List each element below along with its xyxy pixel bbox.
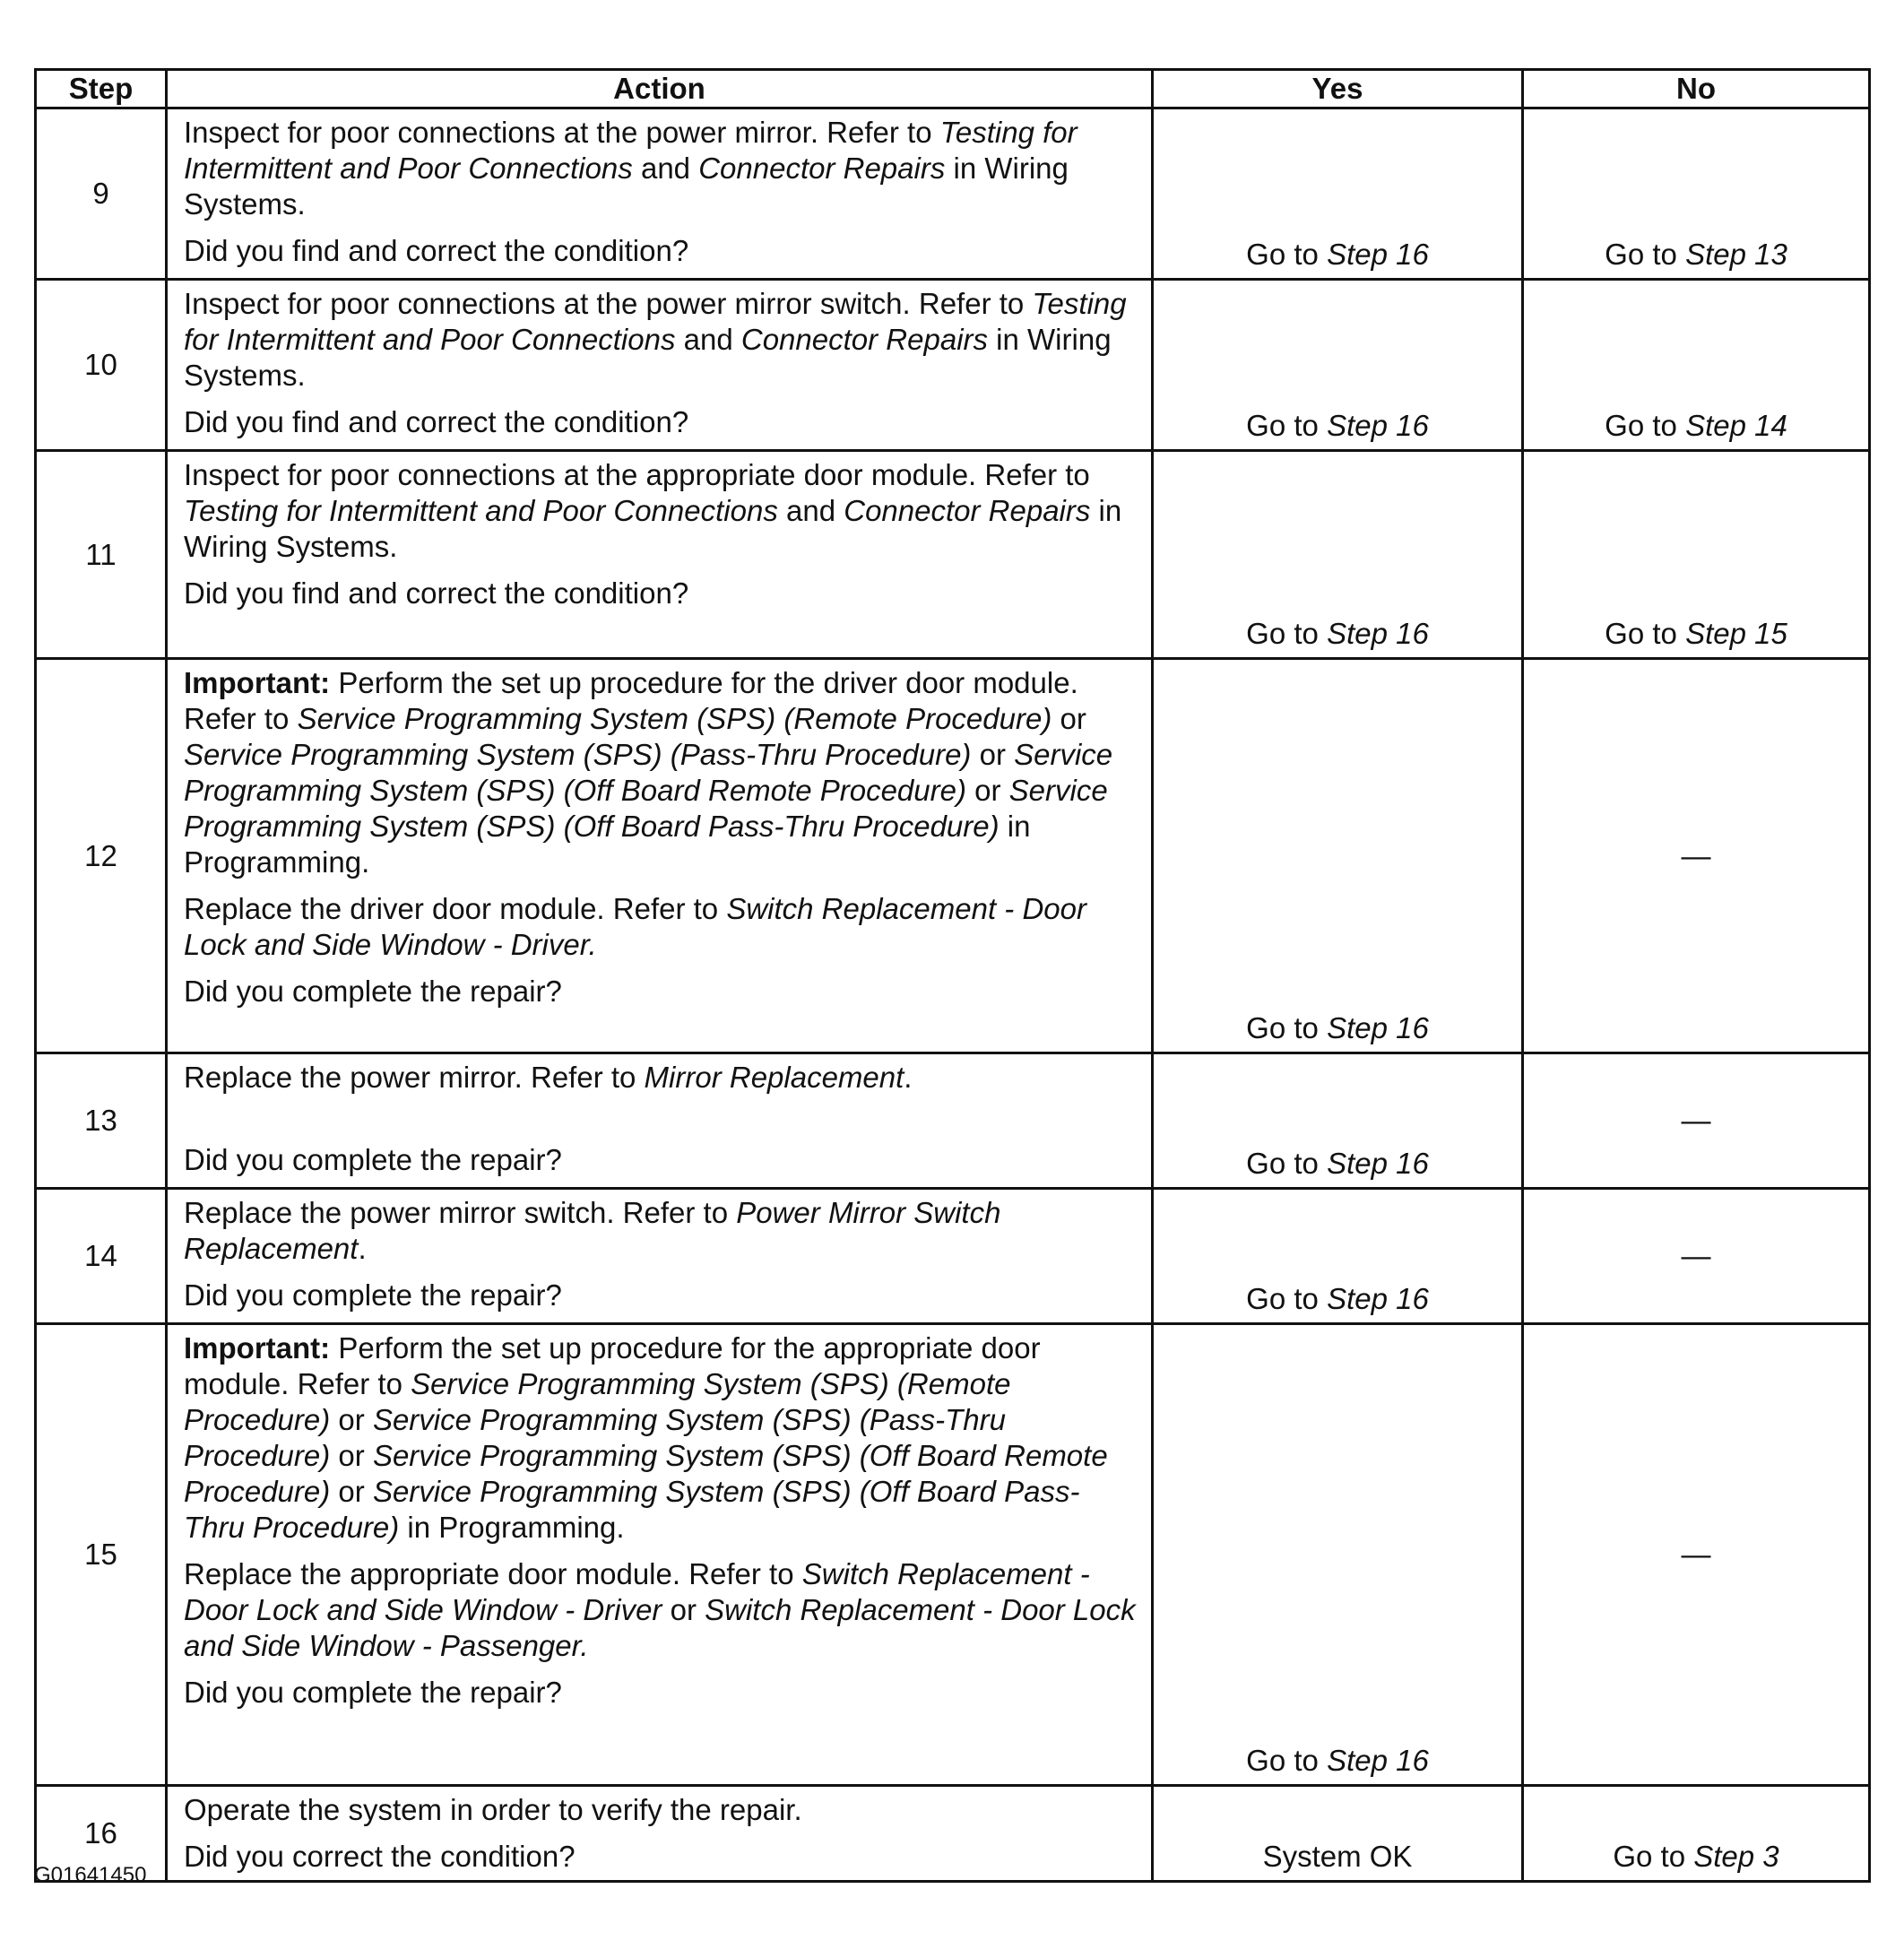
- text-run: Replace the power mirror switch. Refer to: [184, 1196, 737, 1229]
- text-run: Did you find and correct the condition?: [184, 405, 689, 438]
- text-run: Replace the power mirror. Refer to: [184, 1061, 645, 1094]
- action-cell: [167, 280, 1153, 451]
- reference-text: Service Programming System (SPS) (Off Board Pass-Thru Procedure): [184, 774, 1108, 843]
- reference-text: Step 16: [1327, 617, 1429, 650]
- reference-text: Connector Repairs: [740, 323, 989, 356]
- reference-text: Service Programming System (SPS) (Remote Procedure): [184, 1367, 1011, 1436]
- text-run: —: [1681, 1538, 1711, 1571]
- table-row: [36, 280, 1870, 451]
- reference-text: Step 16: [1327, 409, 1429, 442]
- step-number: 9: [36, 108, 167, 280]
- text-run: Go to: [1613, 1840, 1694, 1873]
- action-paragraph: [184, 1675, 1138, 1711]
- reference-text: Service Programming System (SPS) (Pass-Thru Procedure): [184, 1403, 1006, 1472]
- reference-text: Testing for Intermittent and Poor Connections: [184, 287, 1127, 356]
- yes-result: [1153, 280, 1523, 451]
- action-paragraph: [184, 233, 1138, 269]
- reference-text: Step 16: [1327, 1147, 1429, 1180]
- text-run: Perform the set up procedure for the appropriate door module. Refer to: [184, 1331, 1041, 1400]
- no-result: [1523, 108, 1870, 280]
- reference-text: Mirror Replacement: [644, 1061, 904, 1094]
- action-cell: [167, 1189, 1153, 1324]
- action-paragraph: [184, 404, 1138, 440]
- action-cell: [167, 108, 1153, 280]
- no-result: [1523, 1786, 1870, 1882]
- reference-text: Step 16: [1327, 238, 1429, 271]
- text-run: Replace the appropriate door module. Refer to: [184, 1557, 802, 1590]
- step-number: 15: [36, 1324, 167, 1786]
- yes-result: [1153, 1053, 1523, 1189]
- action-paragraph: [184, 1556, 1138, 1664]
- step-number: 13: [36, 1053, 167, 1189]
- figure-id: G01641450: [34, 1863, 147, 1887]
- reference-text: Connector Repairs: [844, 494, 1091, 527]
- table-row: [36, 1189, 1870, 1324]
- text-run: Did you correct the condition?: [184, 1840, 576, 1873]
- action-paragraph: [184, 1839, 1138, 1875]
- action-paragraph: [184, 974, 1138, 1009]
- reference-text: Step 14: [1685, 409, 1787, 442]
- reference-text: Service Programming System (SPS) (Off Board Pass-Thru Procedure): [184, 1475, 1080, 1544]
- table-row: [36, 108, 1870, 280]
- reference-text: Service Programming System (SPS) (Remote Procedure): [297, 702, 1052, 735]
- yes-result: [1153, 1189, 1523, 1324]
- no-result: [1523, 1189, 1870, 1324]
- action-paragraph: [184, 665, 1138, 880]
- table-body: [36, 108, 1870, 1882]
- action-paragraph: [184, 457, 1138, 565]
- action-cell: [167, 659, 1153, 1053]
- reference-text: Step 15: [1685, 617, 1787, 650]
- yes-result: [1153, 659, 1523, 1053]
- text-run: Go to: [1605, 617, 1686, 650]
- reference-text: Step 3: [1693, 1840, 1779, 1873]
- table-row: [36, 1324, 1870, 1786]
- action-paragraph: [184, 1278, 1138, 1313]
- step-number: 16: [36, 1786, 167, 1882]
- header-action: Action: [167, 70, 1153, 108]
- text-run: .: [904, 1061, 913, 1094]
- text-run: and: [675, 323, 741, 356]
- reference-text: Switch Replacement - Door Lock and Side Window - Passenger.: [184, 1593, 1136, 1662]
- action-cell: [167, 1324, 1153, 1786]
- text-run: —: [1681, 838, 1711, 872]
- text-run: or: [330, 1475, 373, 1508]
- reference-text: Step 16: [1327, 1744, 1429, 1777]
- text-run: Did you complete the repair?: [184, 1676, 562, 1709]
- action-cell: [167, 1786, 1153, 1882]
- no-result: [1523, 1053, 1870, 1189]
- no-result: [1523, 280, 1870, 451]
- text-run: or: [971, 738, 1015, 771]
- reference-text: Step 13: [1685, 238, 1787, 271]
- text-run: Go to: [1246, 238, 1328, 271]
- text-run: Inspect for poor connections at the appropriate door module. Refer to: [184, 458, 1090, 491]
- action-paragraph: [184, 1060, 1138, 1096]
- text-run: or: [965, 774, 1009, 807]
- diagnostic-table: [34, 68, 1871, 1883]
- step-number: 14: [36, 1189, 167, 1324]
- action-paragraph: [184, 1330, 1138, 1546]
- text-run: Go to: [1246, 409, 1328, 442]
- text-run: Go to: [1605, 409, 1686, 442]
- text-run: Did you complete the repair?: [184, 1278, 562, 1312]
- text-run: or: [1052, 702, 1086, 735]
- table-row: [36, 659, 1870, 1053]
- step-number: 10: [36, 280, 167, 451]
- header-no: No: [1523, 70, 1870, 108]
- text-run: —: [1681, 1239, 1711, 1272]
- text-run: .: [358, 1232, 367, 1265]
- text-run: Inspect for poor connections at the power mirror. Refer to: [184, 116, 940, 149]
- bold-text: Important:: [184, 1331, 331, 1365]
- yes-result: [1153, 108, 1523, 280]
- text-run: Go to: [1605, 238, 1686, 271]
- text-run: —: [1681, 1104, 1711, 1137]
- action-paragraph: [184, 1792, 1138, 1828]
- header-step: Step: [36, 70, 167, 108]
- text-run: Go to: [1246, 617, 1328, 650]
- reference-text: Testing for Intermittent and Poor Connections: [184, 494, 778, 527]
- reference-text: Connector Repairs: [698, 152, 946, 185]
- text-run: or: [662, 1593, 705, 1626]
- reference-text: Step 16: [1327, 1282, 1429, 1315]
- header-row: [36, 70, 1870, 108]
- bold-text: Important:: [184, 666, 331, 699]
- action-paragraph: [184, 576, 1138, 611]
- text-run: Inspect for poor connections at the power mirror switch. Refer to: [184, 287, 1033, 320]
- text-run: Did you find and correct the condition?: [184, 576, 689, 610]
- text-run: Go to: [1246, 1011, 1328, 1044]
- text-run: Replace the driver door module. Refer to: [184, 892, 727, 925]
- action-cell: [167, 1053, 1153, 1189]
- text-run: or: [330, 1439, 373, 1472]
- reference-text: Testing for Intermittent and Poor Connections: [184, 116, 1077, 185]
- action-paragraph: [184, 1195, 1138, 1267]
- yes-result: [1153, 1324, 1523, 1786]
- yes-result: [1153, 1786, 1523, 1882]
- text-run: in Wiring Systems.: [184, 323, 1112, 392]
- yes-result: [1153, 451, 1523, 659]
- reference-text: Switch Replacement - Door Lock and Side Window - Driver.: [184, 892, 1086, 961]
- text-run: in Programming.: [399, 1511, 625, 1544]
- table-row: [36, 1053, 1870, 1189]
- text-run: Did you complete the repair?: [184, 975, 562, 1008]
- text-run: and: [777, 494, 844, 527]
- reference-text: Service Programming System (SPS) (Off Board Remote Procedure): [184, 738, 1113, 807]
- text-run: Did you find and correct the condition?: [184, 234, 689, 267]
- text-run: in Programming.: [184, 810, 1031, 879]
- step-number: 12: [36, 659, 167, 1053]
- no-result: [1523, 659, 1870, 1053]
- text-run: Go to: [1246, 1744, 1328, 1777]
- text-run: Did you complete the repair?: [184, 1143, 562, 1176]
- action-paragraph: [184, 1106, 1138, 1142]
- reference-text: Step 16: [1327, 1011, 1429, 1044]
- text-run: Perform the set up procedure for the driver door module. Refer to: [184, 666, 1078, 735]
- reference-text: Service Programming System (SPS) (Off Board Remote Procedure): [184, 1439, 1108, 1508]
- table-row: [36, 451, 1870, 659]
- action-paragraph: [184, 286, 1138, 394]
- text-run: Go to: [1246, 1282, 1328, 1315]
- header-yes: Yes: [1153, 70, 1523, 108]
- text-run: Operate the system in order to verify the repair.: [184, 1793, 802, 1826]
- text-run: or: [330, 1403, 373, 1436]
- reference-text: Switch Replacement - Door Lock and Side Window - Driver: [184, 1557, 1090, 1626]
- text-run: System OK: [1262, 1840, 1413, 1873]
- text-run: and: [632, 152, 699, 185]
- no-result: [1523, 451, 1870, 659]
- reference-text: Power Mirror Switch Replacement: [184, 1196, 1001, 1265]
- action-paragraph: [184, 115, 1138, 222]
- step-number: 11: [36, 451, 167, 659]
- text-run: in Wiring Systems.: [184, 152, 1069, 221]
- no-result: [1523, 1324, 1870, 1786]
- text-run: Go to: [1246, 1147, 1328, 1180]
- action-cell: [167, 451, 1153, 659]
- table-row: [36, 1786, 1870, 1882]
- action-paragraph: [184, 891, 1138, 963]
- text-run: in Wiring Systems.: [184, 494, 1122, 563]
- action-paragraph: [184, 1142, 1138, 1178]
- reference-text: Service Programming System (SPS) (Pass-Thru Procedure): [184, 738, 972, 771]
